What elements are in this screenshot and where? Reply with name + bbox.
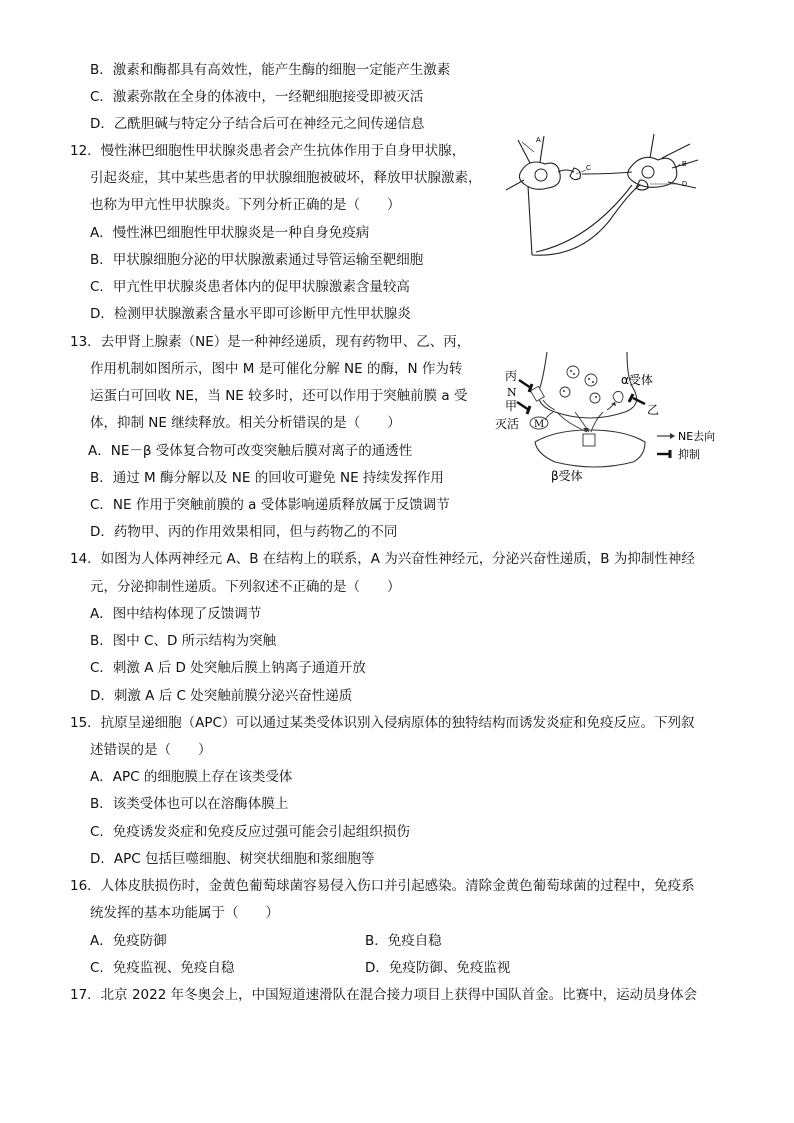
q13-option-a: A．NE－β 受体复合物可改变突触后膜对离子的通透性 (88, 443, 413, 459)
legend-inhibit: 抑制 (678, 448, 700, 461)
label-n: N (507, 386, 517, 399)
label-drug-jia: 甲 (505, 399, 518, 413)
q13-option-d: D．药物甲、丙的作用效果相同，但与药物乙的不同 (90, 524, 398, 540)
q15-option-c: C．免疫诱发炎症和免疫反应过强可能会引起组织损伤 (90, 824, 410, 840)
q14-option-a: A．图中结构体现了反馈调节 (90, 606, 262, 622)
q12-option-a: A．慢性淋巴细胞性甲状腺炎是一种自身免疫病 (90, 225, 370, 241)
label-drug-bing: 丙 (505, 369, 518, 383)
neuron-label-d: D (682, 181, 688, 188)
q15-option-d: D．APC 包括巨噬细胞、树突状细胞和浆细胞等 (90, 851, 375, 867)
q12-option-c: C．甲亢性甲状腺炎患者体内的促甲状腺激素含量较高 (90, 279, 410, 295)
q13-stem-line3: 运蛋白可回收 NE，当 NE 较多时，还可以作用于突触前膜 a 受 (90, 388, 468, 404)
label-m: M (534, 419, 545, 430)
q15-stem-line1: 15．抗原呈递细胞（APC）可以通过某类受体识别入侵病原体的独特结构而诱发炎症和免疫反应。下列叙 (70, 715, 695, 731)
q11-option-b: B．激素和酶都具有高效性，能产生酶的细胞一定能产生激素 (90, 62, 451, 78)
q11-option-c: C．激素弥散在全身的体液中，一经靶细胞接受即被灭活 (90, 89, 424, 105)
label-drug-yi: 乙 (647, 403, 660, 417)
q12-option-b: B．甲状腺细胞分泌的甲状腺激素通过导管运输至靶细胞 (90, 252, 424, 268)
q16-option-d: D．免疫防御、免疫监视 (365, 960, 511, 976)
q15-option-a: A．APC 的细胞膜上存在该类受体 (90, 769, 293, 785)
q12-option-d: D．检测甲状腺激素含量水平即可诊断甲亢性甲状腺炎 (90, 306, 411, 322)
q15-stem-line2: 述错误的是（ ） (90, 742, 212, 758)
q13-stem-line1: 13．去甲肾上腺素（NE）是一种神经递质，现有药物甲、乙、丙， (70, 334, 471, 350)
label-beta-receptor: β受体 (551, 469, 583, 483)
q12-stem-line2: 引起炎症，其中某些患者的甲状腺细胞被破坏，释放甲状腺激素， (90, 170, 482, 186)
q16-stem-line1: 16．人体皮肤损伤时，金黄色葡萄球菌容易侵入伤口并引起感染。清除金黄色葡萄球菌的过程中，免疫系 (70, 878, 695, 894)
q17-stem-line1: 17．北京 2022 年冬奥会上，中国短道速滑队在混合接力项目上获得中国队首金。比赛中，运动员身体会 (70, 987, 698, 1003)
q15-option-b: B．该类受体也可以在溶酶体膜上 (90, 796, 289, 812)
q14-stem-line2: 元，分泌抑制性递质。下列叙述不正确的是（ ） (90, 579, 401, 595)
q13-option-c: C．NE 作用于突触前膜的 a 受体影响递质释放属于反馈调节 (90, 497, 450, 513)
q14-option-b: B．图中 C、D 所示结构为突触 (90, 633, 277, 649)
label-inactivate: 灭活 (495, 417, 520, 431)
q16-option-b: B．免疫自稳 (365, 933, 442, 949)
q13-stem-line2: 作用机制如图所示，图中 M 是可催化分解 NE 的酶，N 作为转 (90, 361, 463, 377)
q13-stem-line4: 体，抑制 NE 继续释放。相关分析错误的是（ ） (90, 415, 401, 431)
q14-stem-line1: 14．如图为人体两神经元 A、B 在结构上的联系，A 为兴奋性神经元，分泌兴奋性递质，B 为抑制性神经 (70, 551, 695, 567)
q14-option-c: C．刺激 A 后 D 处突触后膜上钠离子通道开放 (90, 660, 366, 676)
neuron-label-a: A (536, 137, 541, 144)
q16-stem-line2: 统发挥的基本功能属于（ ） (90, 905, 279, 921)
neuron-label-b: B (682, 161, 687, 168)
legend-ne-direction: NE去向 (678, 430, 716, 443)
q12-stem-line3: 也称为甲亢性甲状腺炎。下列分析正确的是（ ） (90, 197, 401, 213)
neuron-label-c: C (586, 165, 592, 172)
q12-stem-line1: 12．慢性淋巴细胞性甲状腺炎患者会产生抗体作用于自身甲状腺， (70, 143, 466, 159)
q13-option-b: B．通过 M 酶分解以及 NE 的回收可避免 NE 持续发挥作用 (90, 470, 444, 486)
synapse-figure (495, 350, 730, 485)
label-alpha-receptor: α受体 (621, 373, 653, 387)
q16-option-c: C．免疫监视、免疫自稳 (90, 960, 235, 976)
neuron-figure (500, 130, 705, 265)
q14-option-d: D．刺激 A 后 C 处突触前膜分泌兴奋性递质 (90, 688, 353, 704)
q16-option-a: A．免疫防御 (90, 933, 167, 949)
q11-option-d: D．乙酰胆碱与特定分子结合后可在神经元之间传递信息 (90, 116, 425, 132)
